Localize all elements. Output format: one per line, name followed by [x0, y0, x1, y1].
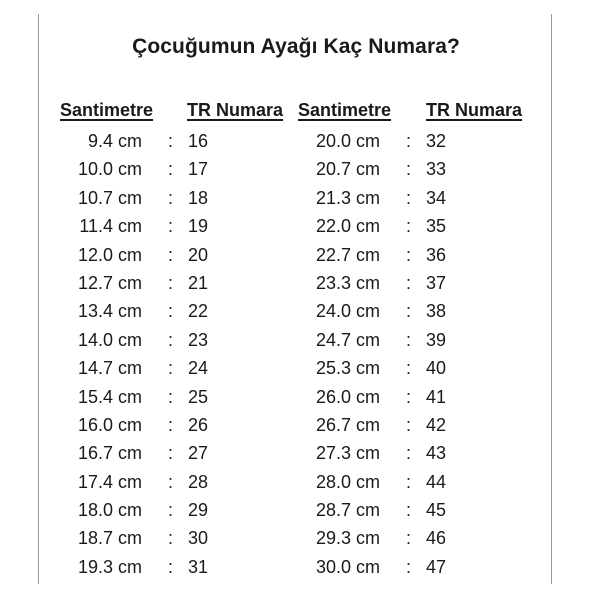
size-tr-right: 33: [426, 159, 447, 180]
separator-colon: :: [168, 471, 174, 492]
size-cm-left: 9.4 cm: [87, 131, 142, 151]
separator-colon: :: [168, 500, 174, 521]
size-tr-right: 41: [426, 386, 447, 407]
separator-colon: :: [406, 443, 412, 464]
separator-colon: :: [168, 159, 174, 180]
separator-colon: :: [406, 131, 412, 151]
table-row: [0, 326, 592, 354]
size-cm-right: 20.7 cm: [315, 159, 380, 180]
size-cm-right: 25.3 cm: [315, 358, 380, 379]
size-cm-right: 23.3 cm: [315, 272, 380, 293]
table-row: [0, 127, 592, 155]
table-row: [0, 269, 592, 297]
size-cm-left: 10.7 cm: [77, 187, 142, 208]
size-tr-left: 21: [188, 272, 209, 293]
size-tr-left: 16: [188, 131, 209, 151]
header-santimetre-right: Santimetre: [298, 100, 392, 120]
size-tr-right: 44: [426, 471, 447, 492]
size-table: [0, 127, 592, 581]
size-cm-right: 24.7 cm: [315, 329, 380, 350]
size-cm-left: 19.3 cm: [77, 556, 142, 577]
size-tr-right: 37: [426, 272, 447, 293]
size-cm-right: 20.0 cm: [315, 131, 380, 151]
separator-colon: :: [406, 500, 412, 521]
size-cm-right: 22.0 cm: [315, 216, 380, 237]
size-cm-right: 21.3 cm: [315, 187, 380, 208]
size-tr-left: 24: [188, 358, 209, 379]
table-row: [0, 468, 592, 496]
separator-colon: :: [406, 414, 412, 435]
separator-colon: :: [406, 159, 412, 180]
size-cm-left: 13.4 cm: [77, 301, 142, 322]
size-cm-left: 11.4 cm: [79, 216, 142, 237]
separator-colon: :: [168, 443, 174, 464]
size-cm-right: 26.0 cm: [315, 386, 380, 407]
separator-colon: :: [168, 414, 174, 435]
size-cm-left: 16.7 cm: [77, 443, 142, 464]
size-cm-left: 10.0 cm: [77, 159, 142, 180]
size-tr-right: 45: [426, 500, 447, 521]
size-tr-left: 17: [188, 159, 209, 180]
size-tr-left: 28: [188, 471, 209, 492]
size-cm-left: 18.0 cm: [77, 500, 142, 521]
separator-colon: :: [406, 244, 412, 265]
size-cm-right: 30.0 cm: [315, 556, 380, 577]
size-cm-right: 28.7 cm: [315, 500, 380, 521]
table-row: [0, 496, 592, 524]
header-tr-numara-right: TR Numara: [426, 100, 523, 120]
size-tr-left: 26: [188, 414, 209, 435]
separator-colon: :: [406, 386, 412, 407]
separator-colon: :: [406, 358, 412, 379]
page-title: Çocuğumun Ayağı Kaç Numara?: [132, 35, 460, 58]
separator-colon: :: [168, 131, 174, 151]
separator-colon: :: [168, 272, 174, 293]
separator-colon: :: [168, 244, 174, 265]
separator-colon: :: [406, 301, 412, 322]
size-tr-right: 35: [426, 216, 447, 237]
size-cm-left: 17.4 cm: [77, 471, 142, 492]
table-row: [0, 241, 592, 269]
size-cm-right: 28.0 cm: [315, 471, 380, 492]
table-row: [0, 411, 592, 439]
size-tr-right: 39: [426, 329, 447, 350]
size-tr-right: 38: [426, 301, 447, 322]
size-cm-right: 29.3 cm: [315, 528, 380, 549]
size-tr-right: 47: [426, 556, 447, 577]
size-tr-left: 19: [188, 216, 209, 237]
table-row: [0, 524, 592, 552]
separator-colon: :: [168, 528, 174, 549]
size-tr-right: 40: [426, 358, 447, 379]
size-cm-right: 27.3 cm: [315, 443, 380, 464]
table-row: [0, 212, 592, 240]
separator-colon: :: [406, 216, 412, 237]
size-tr-right: 43: [426, 443, 447, 464]
size-tr-right: 42: [426, 414, 447, 435]
table-row: [0, 184, 592, 212]
size-tr-left: 29: [188, 500, 209, 521]
table-row: [0, 383, 592, 411]
size-cm-right: 24.0 cm: [315, 301, 380, 322]
table-row: [0, 354, 592, 382]
size-tr-left: 23: [188, 329, 209, 350]
separator-colon: :: [406, 471, 412, 492]
separator-colon: :: [168, 301, 174, 322]
size-cm-left: 16.0 cm: [77, 414, 142, 435]
size-cm-left: 12.0 cm: [77, 244, 142, 265]
size-tr-right: 34: [426, 187, 447, 208]
table-row: [0, 553, 592, 581]
size-tr-left: 30: [188, 528, 209, 549]
size-cm-left: 14.7 cm: [77, 358, 142, 379]
table-row: [0, 297, 592, 325]
separator-colon: :: [406, 556, 412, 577]
size-tr-left: 27: [188, 443, 209, 464]
size-tr-right: 32: [426, 131, 447, 151]
separator-colon: :: [168, 358, 174, 379]
separator-colon: :: [168, 329, 174, 350]
table-row: [0, 439, 592, 467]
size-tr-left: 25: [188, 386, 209, 407]
size-tr-left: 18: [188, 187, 209, 208]
size-tr-left: 20: [188, 244, 209, 265]
table-row: [0, 155, 592, 183]
size-tr-left: 22: [188, 301, 209, 322]
separator-colon: :: [168, 187, 174, 208]
size-cm-right: 26.7 cm: [315, 414, 380, 435]
separator-colon: :: [406, 272, 412, 293]
size-cm-left: 15.4 cm: [77, 386, 142, 407]
header-santimetre-left: Santimetre: [60, 100, 154, 120]
size-cm-left: 18.7 cm: [77, 528, 142, 549]
size-cm-right: 22.7 cm: [315, 244, 380, 265]
separator-colon: :: [406, 187, 412, 208]
separator-colon: :: [406, 528, 412, 549]
separator-colon: :: [406, 329, 412, 350]
size-cm-left: 14.0 cm: [77, 329, 142, 350]
size-tr-right: 46: [426, 528, 447, 549]
separator-colon: :: [168, 556, 174, 577]
header-tr-numara-left: TR Numara: [187, 100, 284, 120]
size-tr-left: 31: [188, 556, 209, 577]
separator-colon: :: [168, 216, 174, 237]
size-tr-right: 36: [426, 244, 447, 265]
size-cm-left: 12.7 cm: [77, 272, 142, 293]
separator-colon: :: [168, 386, 174, 407]
